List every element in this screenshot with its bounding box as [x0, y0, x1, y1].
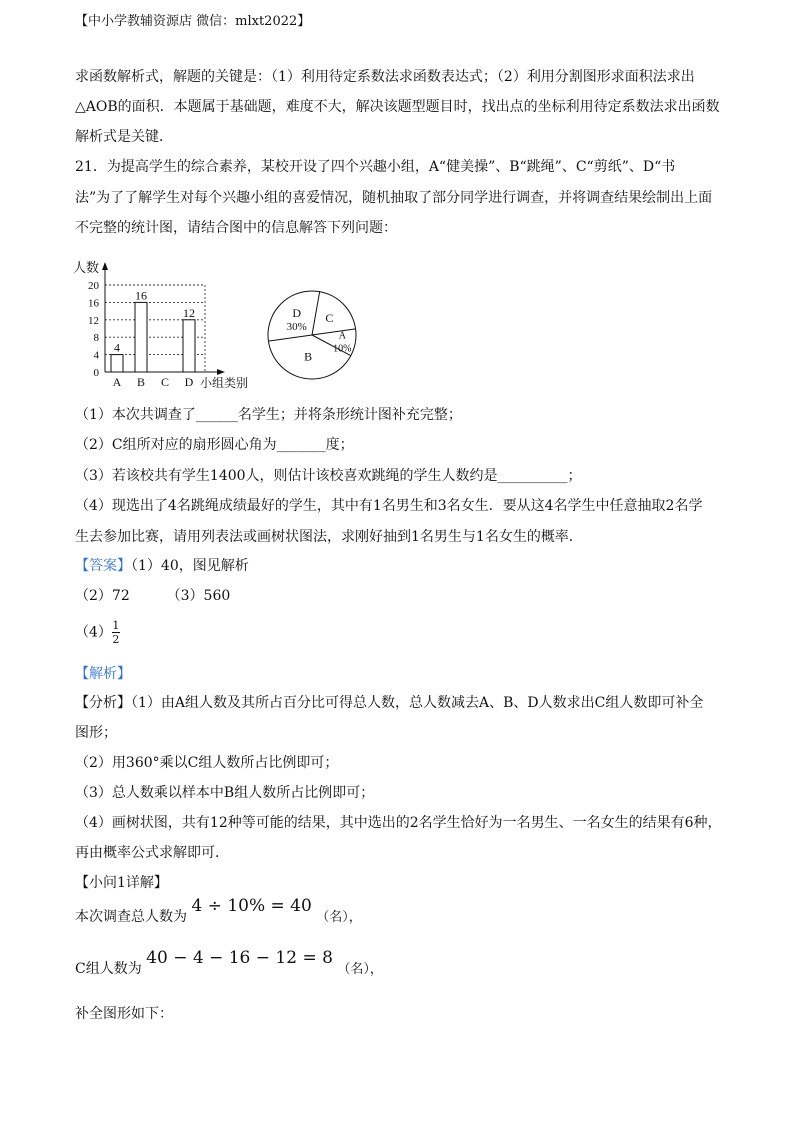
pie-label-B: B [304, 349, 313, 364]
answer-4-prefix: （4） [75, 624, 112, 641]
detail-line-2-suffix: （名）， [337, 962, 383, 977]
sub-question-4a: （4）现选出了4名跳绳成绩最好的学生，其中有1名男生和3名女生．要从这4名学生中任意抽取2名学 [75, 498, 703, 514]
y-tick-label: 0 [93, 367, 99, 379]
y-tick-label: 16 [88, 297, 99, 310]
answer-1: （1）40，图见解析 [131, 558, 249, 574]
pie-label-A: A [338, 330, 346, 342]
detail-line-3: 补全图形如下： [75, 1006, 173, 1022]
analysis-line-1: 【分析】（1）由A组人数及其所占百分比可得总人数，总人数减去A、B、D人数求出C组人数即可补全 [75, 695, 704, 711]
y-tick-label: 12 [88, 314, 99, 327]
analysis-line-4: （3）总人数乘以样本中B组人数所占比例即可； [75, 785, 375, 801]
pie-percent-D: 30% [286, 321, 307, 334]
y-axis-label: 人数 [73, 260, 100, 275]
bar-value-label: 16 [135, 288, 147, 303]
detail-line-2-math: 40 − 4 − 16 − 12 = 8 [146, 948, 333, 968]
sub-question-3: （3）若该校共有学生1400人，则估计该校喜欢跳绳的学生人数约是__________； [75, 468, 582, 484]
analysis-tag: 【解析】 [75, 666, 131, 682]
sub-question-1: （1）本次共调查了______名学生；并将条形统计图补充完整； [75, 407, 462, 423]
question-line-3: 不完整的统计图，请结合图中的信息解答下列问题： [75, 220, 397, 236]
x-axis-label: 小组类别 [200, 376, 249, 390]
bar-A [111, 355, 123, 372]
y-axis-arrow [102, 262, 108, 270]
page-header: 【中小学教辅资源店 微信：mlxt2022】 [75, 14, 311, 29]
bar-B [135, 302, 147, 372]
detail-tag: 【小问1详解】 [75, 875, 168, 891]
intro-line-2: △AOB的面积．本题属于基础题，难度不大，解决该题型题目时，找出点的坐标利用待定系数法求出函数 [75, 99, 720, 115]
pie-percent-A: 10% [333, 343, 352, 355]
bar-value-label: 4 [114, 340, 120, 355]
y-tick-label: 20 [88, 280, 99, 292]
x-tick-label: A [112, 375, 122, 389]
x-tick-label: C [160, 375, 170, 389]
sub-question-2: （2）C组所对应的扇形圆心角为_______度； [75, 437, 354, 453]
pie-label-D: D [292, 306, 302, 321]
bar-D [183, 320, 195, 372]
pie-label-C: C [325, 311, 334, 326]
question-line-2: 法”为了了解学生对每个兴趣小组的喜爱情况，随机抽取了部分同学进行调查，并将调查结果绘制出上面 [75, 190, 713, 206]
sub-question-4b: 生去参加比赛，请用列表法或画树状图法，求刚好抽到1名男生与1名女生的概率． [75, 529, 583, 545]
answer-4-fraction: $\frac{1}{2}$ [112, 619, 120, 646]
detail-line-1-suffix: （名）， [316, 910, 362, 925]
detail-line-1-prefix: 本次调查总人数为 [75, 909, 187, 925]
bar-chart [65, 252, 265, 392]
y-tick-label: 4 [93, 349, 99, 362]
analysis-line-5: （4）画树状图，共有12种等可能的结果，其中选出的2名学生恰好为一名男生、一名女生的结果有6种， [75, 815, 722, 831]
question-line-1: 21．为提高学生的综合素养，某校开设了四个兴趣小组，A“健美操”、B“跳绳”、C“剪纸”、D“书 [75, 159, 676, 175]
detail-line-1-math: 4 ÷ 10% = 40 [191, 896, 312, 916]
x-axis-arrow [217, 369, 225, 375]
x-tick-label: B [136, 375, 146, 389]
analysis-line-3: （2）用360°乘以C组人数所占比例即可； [75, 755, 339, 771]
answer-2: （2）72 [75, 588, 130, 604]
analysis-line-6: 再由概率公式求解即可． [75, 845, 229, 861]
x-tick-label: D [184, 375, 194, 389]
detail-line-2-prefix: C组人数为 [75, 961, 142, 977]
bar-value-label: 12 [183, 305, 195, 320]
answer-3: （3）560 [166, 588, 231, 604]
intro-line-1: 求函数解析式，解题的关键是：（1）利用待定系数法求函数表达式；（2）利用分割图形求面积法求出 [75, 69, 695, 85]
analysis-line-2: 图形； [75, 725, 117, 741]
y-tick-label: 8 [93, 332, 99, 345]
intro-line-3: 解析式是关键． [75, 129, 173, 145]
answer-tag: 【答案】 [75, 558, 131, 574]
pie-chart [262, 285, 362, 385]
